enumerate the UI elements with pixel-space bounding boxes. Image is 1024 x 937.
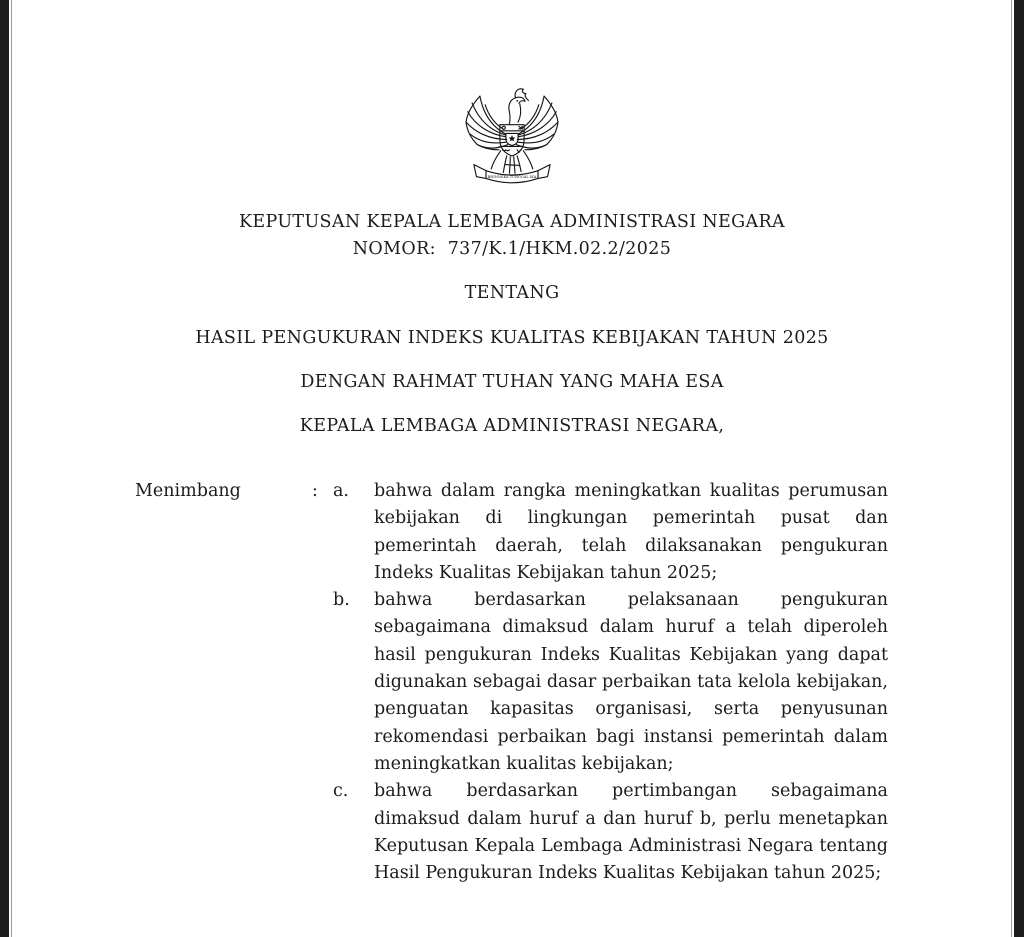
menimbang-item-b [333,587,888,778]
item-letter: c. [333,781,349,802]
decree-subject: HASIL PENGUKURAN INDEKS KUALITAS KEBIJAKAN TAHUN 2025 [195,328,829,348]
item-text: bahwa dalam rangka meningkatkan kualitas perumusan kebijakan di lingkungan pemerintah pusat dan pemerintah daerah, telah dilaksanakan pengukuran Indeks Kualitas Kebijakan tahun 2025; [374,481,888,583]
menimbang-item-c [333,778,888,887]
motto-ribbon [474,165,550,183]
item-letter: a. [333,481,349,501]
scan-edge-left [0,0,9,937]
decree-number: NOMOR: 737/K.1/HKM.02.2/2025 [352,239,672,259]
motto-text: BHINNEKA TUNGGAL IKA [487,175,537,180]
issuer-line: KEPALA LEMBAGA ADMINISTRASI NEGARA, [299,416,725,436]
decree-title: KEPUTUSAN KEPALA LEMBAGA ADMINISTRASI NEGARA [238,212,786,232]
scan-edge-line-left [11,0,12,937]
eagle-head [509,89,529,124]
item-text: bahwa berdasarkan pertimbangan sebagaimana dimaksud dalam huruf a dan huruf b, perlu menetapkan Keputusan Kepala Lembaga Administrasi Negara tentang Hasil Pengukuran Indeks Kualitas Kebijakan tahun 2025; [374,781,888,884]
menimbang-colon: : [312,481,318,501]
right-wing [516,96,558,150]
item-letter: b. [333,590,350,611]
scan-edge-line-right [1011,0,1012,937]
scan-edge-right [1014,0,1024,937]
tentang-heading: TENTANG [464,283,560,303]
left-wing [466,96,508,150]
tail-feathers [491,151,533,174]
menimbang-section [135,478,888,887]
menimbang-label: Menimbang [135,481,241,501]
menimbang-item-a [333,478,888,587]
item-text: bahwa berdasarkan pelaksanaan pengukuran sebagaimana dimaksud dalam huruf a telah diperoleh hasil pengukuran Indeks Kualitas Kebijakan yang dapat digunakan sebagai dasar perbaikan tata kelola kebijakan, penguatan kapasitas organisasi, serta penyusunan rekomendasi perbaikan bagi instansi pemerintah dalam meningkatkan kualitas kebijakan; [374,590,888,774]
menimbang-items [333,478,888,887]
garuda-pancasila-emblem [460,80,564,192]
decree-title-block [0,209,1024,263]
invocation-line: DENGAN RAHMAT TUHAN YANG MAHA ESA [300,372,724,392]
